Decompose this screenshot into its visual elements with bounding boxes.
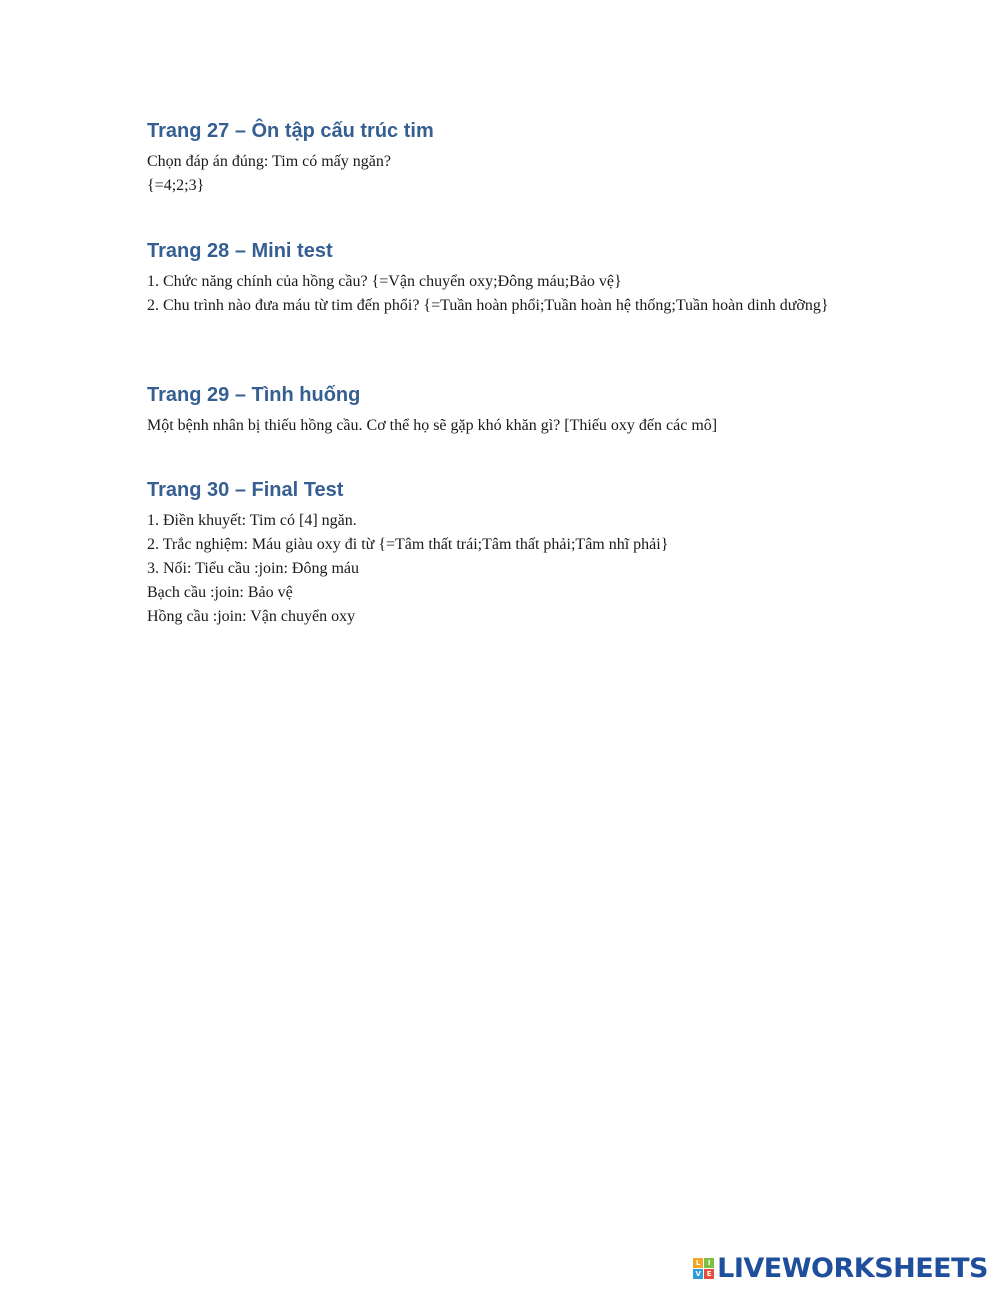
section-trang-29 (147, 382, 847, 438)
answer-line: {=4;2;3} (147, 177, 205, 194)
question-line: Hồng cầu :join: Vận chuyển oxy (147, 608, 356, 625)
logo-text: LIVEWORKSHEETS (717, 1252, 988, 1284)
liveworksheets-logo (693, 1252, 988, 1284)
question-line: 2. Trắc nghiệm: Máu giàu oxy đi từ {=Tâm thất trái;Tâm thất phải;Tâm nhĩ phải} (147, 536, 669, 553)
section-trang-30 (147, 477, 847, 629)
question-line: 1. Chức năng chính của hồng cầu? {=Vận chuyển oxy;Đông máu;Bảo vệ} (147, 273, 622, 290)
section-heading: Trang 29 – Tình huống (147, 384, 361, 406)
question-line: 1. Điền khuyết: Tim có [4] ngăn. (147, 512, 357, 529)
section-trang-28 (147, 238, 847, 318)
question-line: Chọn đáp án đúng: Tim có mấy ngăn? (147, 153, 391, 170)
question-line: Bạch cầu :join: Bảo vệ (147, 584, 293, 601)
question-line: Một bệnh nhân bị thiếu hồng cầu. Cơ thể họ sẽ gặp khó khăn gì? [Thiếu oxy đến các mô] (147, 417, 718, 434)
section-heading: Trang 28 – Mini test (147, 240, 333, 262)
question-line: 2. Chu trình nào đưa máu từ tim đến phổi? {=Tuần hoàn phổi;Tuần hoàn hệ thống;Tuần hoàn dinh dưỡng} (147, 297, 829, 314)
liveworksheets-logo-icon: L I V E (693, 1258, 714, 1279)
section-trang-27 (147, 118, 847, 198)
section-heading: Trang 27 – Ôn tập cấu trúc tim (147, 120, 434, 142)
question-line: 3. Nối: Tiểu cầu :join: Đông máu (147, 560, 359, 577)
section-heading: Trang 30 – Final Test (147, 479, 344, 501)
